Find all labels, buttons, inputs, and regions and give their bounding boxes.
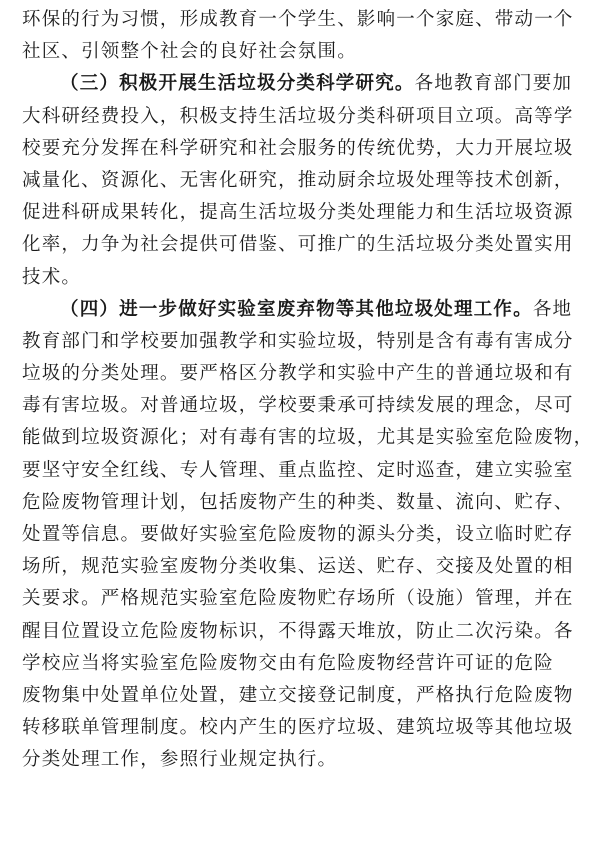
text-line: 校要充分发挥在科学研究和社会服务的传统优势，大力开展垃圾 — [22, 137, 574, 159]
paragraph — [22, 68, 574, 293]
text-line: 社区、引领整个社会的良好社会氛围。 — [22, 41, 357, 63]
text-line: 减量化、资源化、无害化研究，推动厨余垃圾处理等技术创新， — [22, 169, 574, 191]
text-line: 废物集中处置单位处置，建立交接登记制度，严格执行危险废物 — [22, 684, 574, 706]
text-line: 环保的行为习惯，形成教育一个学生、影响一个家庭、带动一个 — [22, 9, 574, 30]
text-line: 大科研经费投入，积极支持生活垃圾分类科研项目立项。高等学 — [22, 105, 574, 127]
text-line: 学校应当将实验室危险废物交由有危险废物经营许可证的危险 — [22, 652, 554, 674]
section-heading: （四）进一步做好实验室废弃物等其他垃圾处理工作。 — [60, 298, 533, 320]
text-run: 各地 — [532, 298, 573, 320]
text-line: 技术。 — [22, 266, 82, 288]
text-line: 分类处理工作，参照行业规定执行。 — [22, 749, 338, 771]
text-run: 各地教育部门要加 — [414, 73, 573, 95]
text-line: 场所，规范实验室废物分类收集、运送、贮存、交接及处置的相 — [22, 556, 574, 578]
text-line: 醒目位置设立危险废物标识，不得露天堆放，防止二次污染。各 — [22, 620, 574, 642]
text-line: 关要求。严格规范实验室危险废物贮存场所（设施）管理，并在 — [22, 588, 574, 610]
text-line — [22, 294, 573, 326]
paragraph — [22, 4, 574, 68]
text-line: 毒有害垃圾。对普通垃圾，学校要秉承可持续发展的理念，尽可 — [22, 395, 574, 417]
text-line: 处置等信息。要做好实验室危险废物的源头分类，设立临时贮存 — [22, 524, 574, 545]
text-line: 能做到垃圾资源化；对有毒有害的垃圾，尤其是实验室危险废物， — [22, 427, 593, 449]
text-line: 促进科研成果转化，提高生活垃圾分类处理能力和生活垃圾资源 — [22, 202, 574, 224]
text-line: 垃圾的分类处理。要严格区分教学和实验中产生的普通垃圾和有 — [22, 363, 574, 385]
paragraph — [22, 294, 593, 777]
section-heading: （三）积极开展生活垃圾分类科学研究。 — [60, 73, 415, 95]
text-line: 转移联单管理制度。校内产生的医疗垃圾、建筑垃圾等其他垃圾 — [22, 717, 574, 739]
text-line: 教育部门和学校要加强教学和实验垃圾，特别是含有毒有害成分 — [22, 330, 574, 352]
text-line — [22, 68, 573, 100]
text-line: 要坚守安全红线、专人管理、重点监控、定时巡查，建立实验室 — [22, 459, 574, 481]
text-line: 化率，力争为社会提供可借鉴、可推广的生活垃圾分类处置实用 — [22, 234, 574, 256]
text-line: 危险废物管理计划，包括废物产生的种类、数量、流向、贮存、 — [22, 491, 574, 513]
